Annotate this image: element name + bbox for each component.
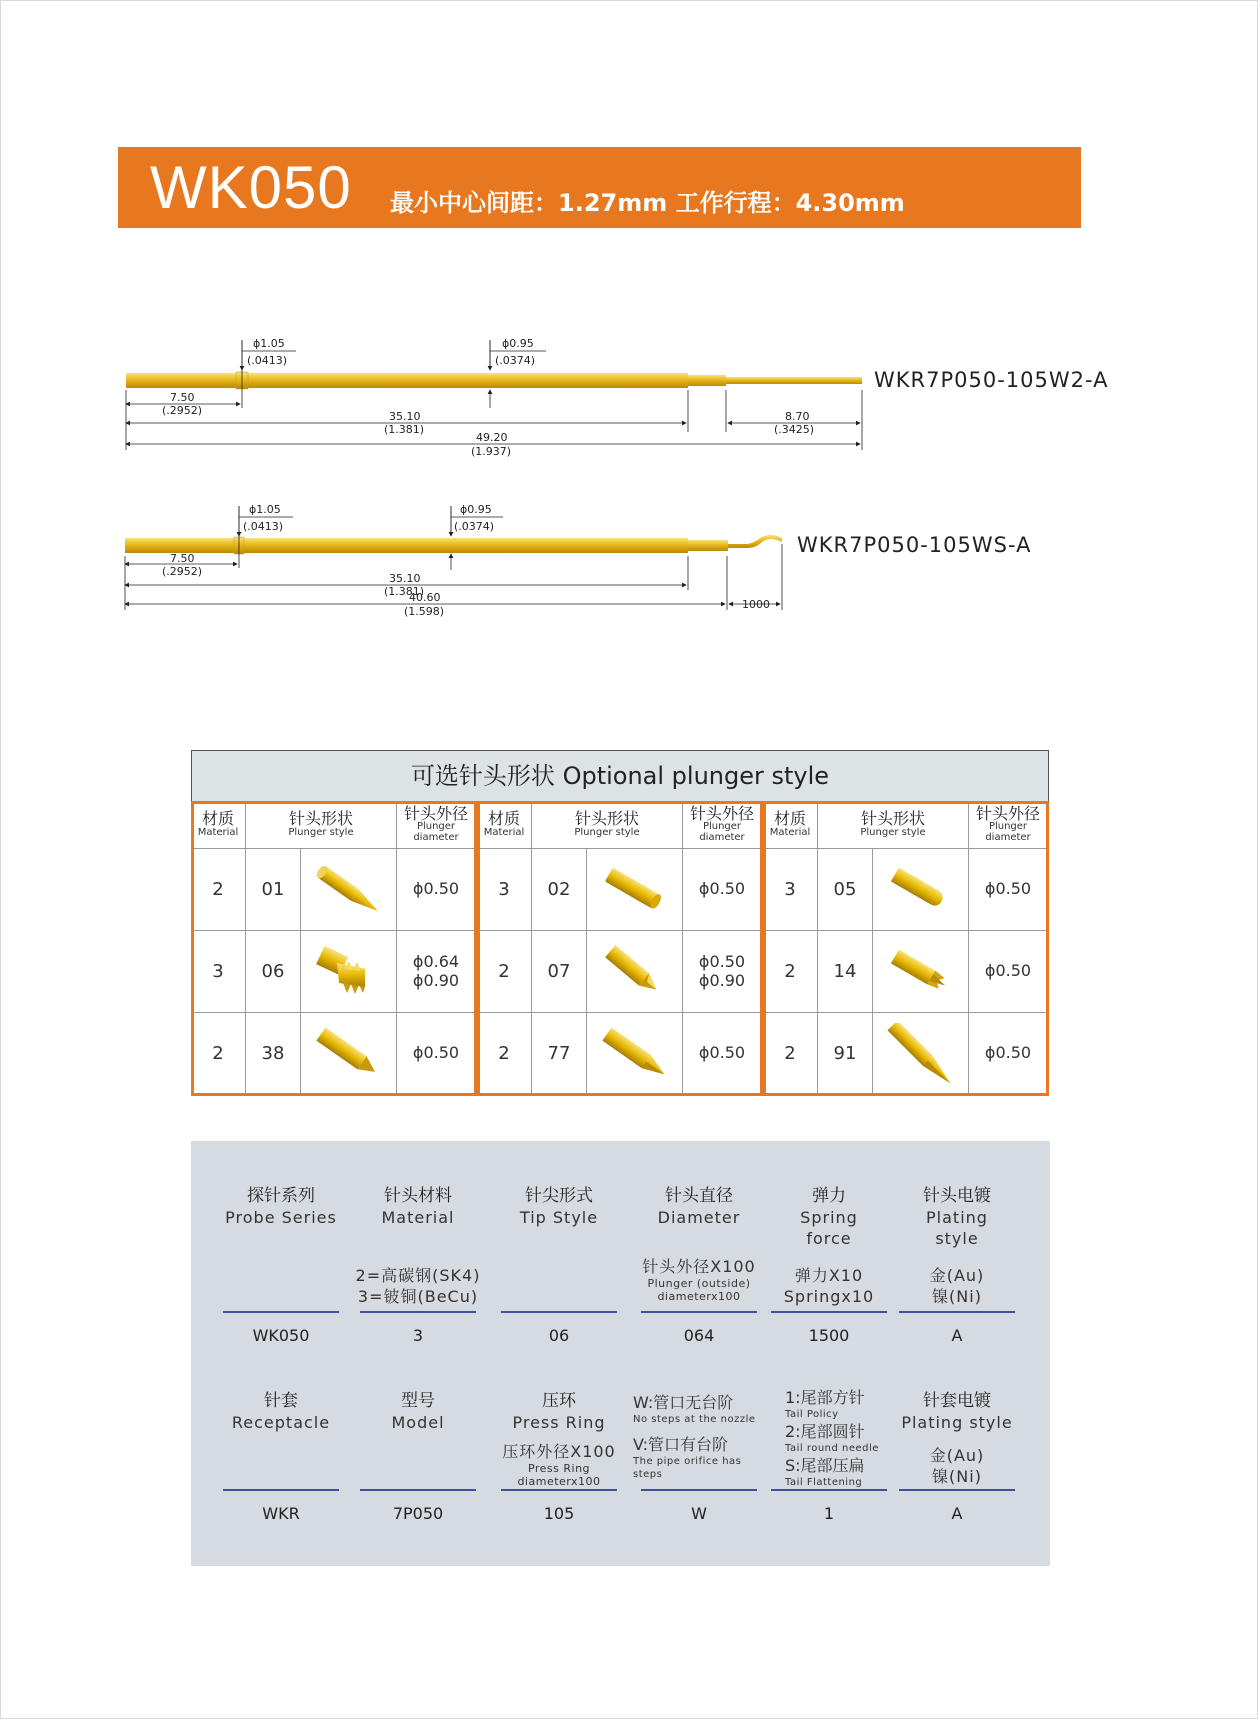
code-field-5 bbox=[887, 1186, 1027, 1249]
spring-rule-en: Springx10 bbox=[783, 1287, 875, 1306]
plating-option-2: 镍(Ni) bbox=[932, 1287, 982, 1306]
press-ring-rule bbox=[479, 1441, 639, 1488]
code-field-3 bbox=[629, 1186, 769, 1228]
code-field-0 bbox=[211, 1186, 351, 1228]
header-dia-en1: Plunger bbox=[416, 821, 456, 833]
material-option-2: 3=铍铜(BeCu) bbox=[357, 1287, 479, 1306]
code-field-en: Tip Style bbox=[519, 1208, 599, 1227]
style-code-cell: 01 bbox=[246, 849, 301, 931]
receptacle-plating-options bbox=[887, 1445, 1027, 1487]
code-value: A bbox=[951, 1326, 963, 1345]
code2-underline bbox=[641, 1489, 757, 1491]
header-plunger-style bbox=[818, 801, 969, 849]
code-value: 064 bbox=[683, 1326, 715, 1345]
plunger-crown-multi-image bbox=[303, 941, 395, 1003]
part-number-2: WKR7P050-105WS-A bbox=[797, 533, 1032, 557]
style-code-cell: 05 bbox=[818, 849, 873, 931]
plunger-wedge-image bbox=[303, 1023, 395, 1085]
tail-option-2: 2:尾部圆针 bbox=[785, 1422, 865, 1441]
header-material-zh: 材质 bbox=[773, 808, 806, 828]
code-field-en: Plating bbox=[926, 1208, 988, 1227]
diameter-cell bbox=[969, 1013, 1048, 1095]
l4-label: 49.20 bbox=[476, 431, 508, 444]
code-value: 1500 bbox=[808, 1326, 850, 1345]
model-title: WK050 bbox=[150, 154, 352, 221]
code-underline bbox=[771, 1311, 887, 1313]
style-code-cell: 02 bbox=[532, 849, 587, 931]
tail-option-s: S:尾部压扁 bbox=[785, 1456, 865, 1475]
code-field-en: Spring bbox=[800, 1208, 858, 1227]
plunger-image-cell bbox=[873, 849, 969, 931]
code-field-zh: 针头电镀 bbox=[923, 1186, 991, 1206]
l3-inch: (.3425) bbox=[774, 423, 815, 436]
l1-inch-2: (.2952) bbox=[162, 565, 203, 578]
header-dia-en2: diameter bbox=[985, 831, 1031, 843]
code2-value: WKR bbox=[262, 1504, 300, 1523]
plating-option-1: 金(Au) bbox=[929, 1266, 985, 1285]
diameter-rule-en1: Plunger (outside) bbox=[647, 1277, 751, 1290]
diameter-value: ϕ0.50 bbox=[698, 952, 746, 972]
diameter-value-2: ϕ0.90 bbox=[412, 970, 460, 990]
code-field-en: Probe Series bbox=[225, 1208, 337, 1227]
plunger-image-cell bbox=[587, 931, 683, 1013]
diameter-rule-zh: 针头外径X100 bbox=[642, 1257, 756, 1276]
diameter-value: ϕ0.50 bbox=[984, 879, 1032, 899]
l3-inch-2: (1.598) bbox=[404, 605, 445, 618]
style-code-cell: 07 bbox=[532, 931, 587, 1013]
code-value: 3 bbox=[412, 1326, 424, 1345]
code-field-en: Diameter bbox=[657, 1208, 741, 1227]
d2-inch: (.0374) bbox=[495, 354, 536, 367]
header-style-zh: 针头形状 bbox=[860, 808, 925, 828]
plunger-image-cell bbox=[587, 849, 683, 931]
code2-field-zh: 型号 bbox=[401, 1391, 435, 1411]
material-cell: 2 bbox=[477, 1013, 532, 1095]
header-style-zh: 针头形状 bbox=[574, 808, 639, 828]
nozzle-option-v: V:管口有台阶 bbox=[633, 1435, 729, 1454]
code-field-zh: 针头直径 bbox=[665, 1186, 733, 1206]
code2-underline bbox=[771, 1489, 887, 1491]
l2-label-2: 35.10 bbox=[389, 572, 421, 585]
material-cell: 2 bbox=[763, 931, 818, 1013]
code2-value: 1 bbox=[823, 1504, 835, 1523]
diameter-value-2: ϕ0.90 bbox=[698, 970, 746, 990]
diameter-cell bbox=[397, 931, 476, 1013]
material-cell: 3 bbox=[763, 849, 818, 931]
plunger-image-cell bbox=[873, 931, 969, 1013]
press-ring-rule-en2: diameterx100 bbox=[517, 1475, 601, 1488]
header-plunger-style bbox=[246, 801, 397, 849]
header-material bbox=[191, 801, 246, 849]
d2-inch-2: (.0374) bbox=[454, 520, 495, 533]
d2-label: ϕ0.95 bbox=[502, 337, 534, 350]
l1-label: 7.50 bbox=[170, 391, 195, 404]
l2-inch-2: (1.381) bbox=[384, 585, 425, 598]
material-cell: 2 bbox=[191, 1013, 246, 1095]
diameter-value: ϕ0.50 bbox=[698, 879, 746, 899]
code2-field-zh: 压环 bbox=[542, 1391, 576, 1411]
l1-label-2: 7.50 bbox=[170, 552, 195, 565]
header-material-zh: 材质 bbox=[487, 808, 520, 828]
tail-option-1-en: Tail Policy bbox=[785, 1409, 839, 1420]
d2-label-2: ϕ0.95 bbox=[460, 503, 492, 516]
tail-option-2-en: Tail round needle bbox=[785, 1443, 879, 1454]
diameter-rule bbox=[619, 1256, 779, 1303]
plunger-chisel-image bbox=[589, 941, 681, 1003]
code2-field-1 bbox=[348, 1391, 488, 1433]
plunger-image-cell bbox=[301, 931, 397, 1013]
l3-label: 8.70 bbox=[785, 410, 810, 423]
plunger-image-cell bbox=[301, 849, 397, 931]
diameter-cell bbox=[969, 931, 1048, 1013]
press-ring-rule-en1: Press Ring bbox=[527, 1462, 591, 1475]
code-field-2 bbox=[489, 1186, 629, 1228]
code2-field-en: Receptacle bbox=[231, 1413, 331, 1432]
material-cell: 2 bbox=[477, 931, 532, 1013]
plunger-round-end-image bbox=[875, 859, 967, 921]
code2-field-zh: 针套 bbox=[264, 1391, 298, 1411]
code2-value: 7P050 bbox=[392, 1504, 444, 1523]
probe-drawing-1 bbox=[0, 320, 880, 460]
header-material bbox=[763, 801, 818, 849]
diameter-value: ϕ0.50 bbox=[412, 1043, 460, 1063]
code2-field-en: Press Ring bbox=[512, 1413, 606, 1432]
style-code-cell: 14 bbox=[818, 931, 873, 1013]
header-diameter bbox=[397, 801, 476, 849]
style-code-cell: 06 bbox=[246, 931, 301, 1013]
code2-value: W bbox=[691, 1504, 707, 1523]
code-underline bbox=[501, 1311, 617, 1313]
tail-option-s-en: Tail Flattening bbox=[785, 1477, 863, 1488]
code2-value: A bbox=[951, 1504, 963, 1523]
code-field-en2: style bbox=[935, 1229, 979, 1248]
header-style-en: Plunger style bbox=[288, 826, 354, 838]
diameter-value: ϕ0.50 bbox=[698, 1043, 746, 1063]
diameter-cell bbox=[969, 849, 1048, 931]
plunger-flat-end-image bbox=[589, 859, 681, 921]
l2-label: 35.10 bbox=[389, 410, 421, 423]
code-field-1 bbox=[348, 1186, 488, 1228]
nozzle-options bbox=[633, 1392, 773, 1481]
d1-inch-2: (.0413) bbox=[243, 520, 284, 533]
plunger-cone-point-image bbox=[303, 859, 395, 921]
material-option-1: 2=高碳钢(SK4) bbox=[355, 1266, 481, 1285]
header-diameter bbox=[969, 801, 1048, 849]
plunger-image-cell bbox=[587, 1013, 683, 1095]
header-material bbox=[477, 801, 532, 849]
diameter-value: ϕ0.50 bbox=[412, 879, 460, 899]
spring-rule bbox=[759, 1265, 899, 1307]
code-field-zh: 弹力 bbox=[812, 1186, 846, 1206]
plunger-image-cell bbox=[301, 1013, 397, 1095]
material-cell: 2 bbox=[191, 849, 246, 931]
header-dia-en1: Plunger bbox=[988, 821, 1028, 833]
code2-value: 105 bbox=[543, 1504, 575, 1523]
code-field-en2: force bbox=[806, 1229, 852, 1248]
diameter-cell bbox=[683, 931, 762, 1013]
l1-inch: (.2952) bbox=[162, 404, 203, 417]
header-material-en: Material bbox=[197, 826, 239, 838]
header-material-en: Material bbox=[483, 826, 525, 838]
header-diameter bbox=[683, 801, 762, 849]
code-underline bbox=[899, 1311, 1015, 1313]
diameter-rule-en2: diameterx100 bbox=[657, 1290, 741, 1303]
style-code-cell: 77 bbox=[532, 1013, 587, 1095]
l4-inch: (1.937) bbox=[471, 445, 512, 458]
diameter-cell bbox=[397, 849, 476, 931]
material-options bbox=[338, 1265, 498, 1307]
plunger-chisel-point-image bbox=[589, 1023, 681, 1085]
material-cell: 3 bbox=[477, 849, 532, 931]
tail-option-1: 1:尾部方针 bbox=[785, 1388, 865, 1407]
code-field-zh: 针尖形式 bbox=[525, 1186, 593, 1206]
code2-underline bbox=[501, 1489, 617, 1491]
plunger-style-table bbox=[191, 750, 1049, 1096]
style-code-cell: 91 bbox=[818, 1013, 873, 1095]
probe-drawing-2 bbox=[0, 498, 800, 628]
header-plunger-style bbox=[532, 801, 683, 849]
diameter-value: ϕ0.50 bbox=[984, 1043, 1032, 1063]
header-banner bbox=[118, 147, 1081, 228]
code2-underline bbox=[360, 1489, 476, 1491]
code-value: 06 bbox=[548, 1326, 570, 1345]
header-material-en: Material bbox=[769, 826, 811, 838]
nozzle-option-w-en: No steps at the nozzle bbox=[633, 1414, 756, 1425]
header-material-zh: 材质 bbox=[201, 808, 234, 828]
header-style-en: Plunger style bbox=[860, 826, 926, 838]
nozzle-option-v-en: The pipe orifice has steps bbox=[633, 1456, 742, 1480]
code-value: WK050 bbox=[252, 1326, 310, 1345]
code2-field-en: Plating style bbox=[901, 1413, 1013, 1432]
nozzle-option-w: W:管口无台阶 bbox=[633, 1393, 734, 1412]
material-cell: 2 bbox=[763, 1013, 818, 1095]
style-code-cell: 38 bbox=[246, 1013, 301, 1095]
code2-field-zh: 针套电镀 bbox=[923, 1391, 991, 1411]
code2-field-en: Model bbox=[391, 1413, 445, 1432]
code-field-zh: 探针系列 bbox=[247, 1186, 315, 1206]
diameter-cell bbox=[397, 1013, 476, 1095]
diameter-cell bbox=[683, 1013, 762, 1095]
d1-inch: (.0413) bbox=[247, 354, 288, 367]
header-dia-zh: 针头外径 bbox=[689, 803, 754, 823]
code-field-zh: 针头材料 bbox=[384, 1186, 452, 1206]
diameter-value: ϕ0.50 bbox=[984, 961, 1032, 981]
code2-underline bbox=[223, 1489, 339, 1491]
diameter-cell bbox=[683, 849, 762, 931]
code2-field-0 bbox=[211, 1391, 351, 1433]
plunger-table-title: 可选针头形状 Optional plunger style bbox=[191, 750, 1049, 802]
spring-rule-zh: 弹力X10 bbox=[794, 1266, 864, 1285]
plunger-crown-4-image bbox=[875, 941, 967, 1003]
l4-label-2: 1000 bbox=[742, 598, 770, 611]
spec-summary: 最小中心间距：1.27mm 工作行程：4.30mm bbox=[390, 189, 905, 217]
plunger-image-cell bbox=[873, 1013, 969, 1095]
header-style-zh: 针头形状 bbox=[288, 808, 353, 828]
code2-field-2 bbox=[489, 1391, 629, 1433]
code-underline bbox=[641, 1311, 757, 1313]
header-dia-en1: Plunger bbox=[702, 821, 742, 833]
receptacle-plating-1: 金(Au) bbox=[929, 1446, 985, 1465]
code-field-en: Material bbox=[381, 1208, 455, 1227]
receptacle-plating-2: 镍(Ni) bbox=[932, 1467, 982, 1486]
header-dia-zh: 针头外径 bbox=[403, 803, 468, 823]
header-dia-zh: 针头外径 bbox=[975, 803, 1040, 823]
l3-label-2: 40.60 bbox=[409, 591, 441, 604]
d1-label-2: ϕ1.05 bbox=[249, 503, 281, 516]
l2-inch: (1.381) bbox=[384, 423, 425, 436]
code2-field-5 bbox=[887, 1391, 1027, 1433]
diameter-value: ϕ0.64 bbox=[412, 952, 460, 972]
plating-options bbox=[887, 1265, 1027, 1307]
material-cell: 3 bbox=[191, 931, 246, 1013]
code-field-4 bbox=[759, 1186, 899, 1249]
header-style-en: Plunger style bbox=[574, 826, 640, 838]
part-number-1: WKR7P050-105W2-A bbox=[874, 368, 1109, 392]
header-dia-en2: diameter bbox=[699, 831, 745, 843]
press-ring-rule-zh: 压环外径X100 bbox=[502, 1442, 616, 1461]
header-dia-en2: diameter bbox=[413, 831, 459, 843]
code-underline bbox=[360, 1311, 476, 1313]
model-code-panel bbox=[191, 1141, 1050, 1566]
code2-underline bbox=[899, 1489, 1015, 1491]
plunger-spear-image bbox=[875, 1023, 967, 1085]
d1-label: ϕ1.05 bbox=[253, 337, 285, 350]
code-underline bbox=[223, 1311, 339, 1313]
